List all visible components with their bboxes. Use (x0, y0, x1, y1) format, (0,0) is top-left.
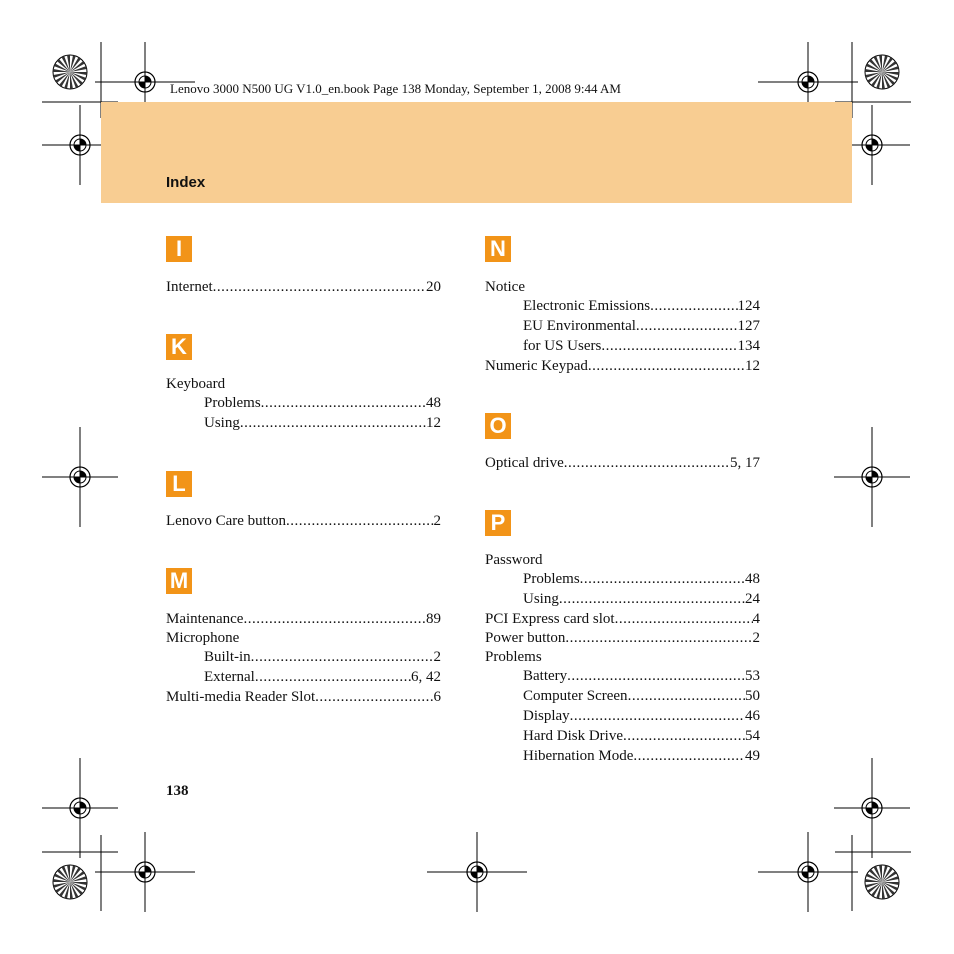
section-title: Index (166, 174, 206, 191)
index-entry: Maintenance ..... 89 (166, 609, 441, 629)
index-letter-l: L (166, 471, 192, 497)
index-entry: Password (485, 552, 543, 568)
index-letter-n: N (485, 236, 511, 262)
index-letter-o: O (485, 413, 511, 439)
index-letter-i: I (166, 236, 192, 262)
index-subentry: Hard Disk Drive ..... 54 (523, 726, 760, 746)
index-subentry: for US Users ..... 134 (523, 336, 760, 356)
index-subentry: EU Environmental ..... 127 (523, 316, 760, 336)
index-letter-m: M (166, 568, 192, 594)
index-subentry: Built-in ..... 2 (204, 647, 441, 667)
index-entry: Microphone (166, 630, 240, 646)
index-subentry: Electronic Emissions ..... 124 (523, 296, 760, 316)
index-subentry: Problems ..... 48 (204, 393, 441, 413)
header-band (101, 102, 852, 203)
index-letter-k: K (166, 334, 192, 360)
index-letter-p: P (485, 510, 511, 536)
page-number: 138 (166, 783, 189, 799)
index-subentry: Using ..... 12 (204, 413, 441, 433)
index-entry: Keyboard (166, 376, 226, 392)
index-entry: Lenovo Care button ..... 2 (166, 511, 441, 531)
index-subentry: Problems ..... 48 (523, 569, 760, 589)
index-subentry: Display ..... 46 (523, 706, 760, 726)
print-slug: Lenovo 3000 N500 UG V1.0_en.book Page 138 Monday, September 1, 2008 9:44 AM (170, 81, 621, 96)
index-subentry: Using ..... 24 (523, 589, 760, 609)
index-subentry: Battery ..... 53 (523, 666, 760, 686)
index-entry: Internet ..... 20 (166, 277, 441, 297)
index-entry: Power button ..... 2 (485, 628, 760, 648)
index-subentry: External ..... 6, 42 (204, 667, 441, 687)
index-entry: PCI Express card slot ..... 4 (485, 609, 760, 629)
index-entry: Numeric Keypad ..... 12 (485, 356, 760, 376)
index-entry: Notice (485, 279, 525, 295)
index-entry: Multi-media Reader Slot ..... 6 (166, 687, 441, 707)
index-subentry: Hibernation Mode ..... 49 (523, 746, 760, 766)
index-entry: Optical drive ..... 5, 17 (485, 453, 760, 473)
index-subentry: Computer Screen ..... 50 (523, 686, 760, 706)
index-entry: Problems (485, 649, 542, 665)
